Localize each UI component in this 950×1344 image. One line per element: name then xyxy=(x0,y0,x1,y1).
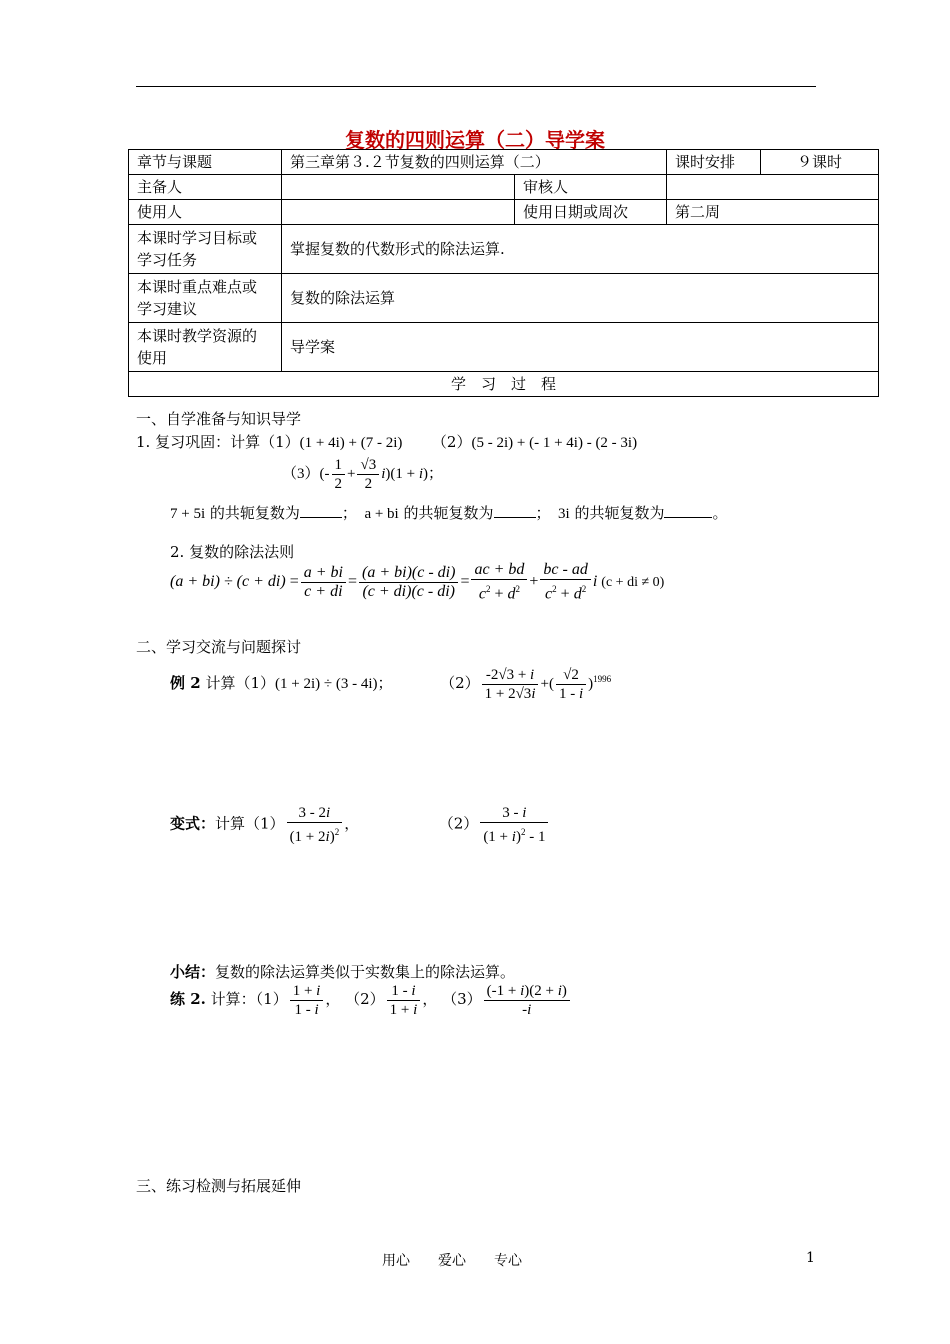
table-row xyxy=(129,372,879,397)
practice-2-line: 练 2. 计算：（1） $\frac{1 + i}{1 - i}$ ， （2） $\frac{1 - i}{1 + i}$ ， （3） $\frac{(-1 + i)(2 + i)}{-i}$ xyxy=(170,982,572,1019)
label-user: 使用人 xyxy=(129,200,282,225)
label-reviewer: 审核人 xyxy=(515,175,667,200)
answer-blank[interactable] xyxy=(494,503,536,518)
table-row xyxy=(129,175,879,200)
review-expr-2: (5 - 2i) + (- 1 + 4i) - (2 - 3i) xyxy=(471,435,638,451)
label-keypoints: 本课时重点难点或 学习建议 xyxy=(129,274,282,323)
summary-line: 小结：复数的除法运算类似于实数集上的除法运算。 xyxy=(170,963,516,981)
learning-process-header: 学 习 过 程 xyxy=(129,372,879,397)
value-keypoints: 复数的除法运算 xyxy=(282,274,879,323)
review-expr-1: (1 + 4i) + (7 - 2i) xyxy=(299,435,403,451)
answer-blank[interactable] xyxy=(300,503,342,518)
page-number: 1 xyxy=(806,1250,815,1266)
value-hours: ９课时 xyxy=(761,150,879,175)
division-rule-formula: (a + bi) ÷ (c + di) = $\frac{a + bi}{c + di}$ = $\frac{(a + bi)(c - di)}{(c + di)(c - di)}$ = $\frac{ac + bd}{c^2 + d^2}$ + $\frac{bc - ad}{c^2 + d^2}$ i (c + di ≠ 0) xyxy=(170,561,665,603)
header-rule xyxy=(136,86,816,87)
review-expr-3: （3）(- $\frac{1}{2}$ + $\frac{√3}{2}$ i)(1 + i)； xyxy=(282,457,444,492)
section-3-heading: 三、练习检测与拓展延伸 xyxy=(136,1177,302,1195)
conjugate-line: 7 + 5i 的共轭复数为 ； a + bi 的共轭复数为 ； 3i 的共轭复数为 。 xyxy=(170,504,728,522)
review-line: 1. 复习巩固：计算（1）(1 + 4i) + (7 - 2i) （2）(5 - 2i) + (- 1 + 4i) - (2 - 3i) xyxy=(136,433,638,451)
value-user xyxy=(282,200,515,225)
section-1-heading: 一、自学准备与知识导学 xyxy=(136,410,302,428)
lesson-info-table xyxy=(128,149,879,397)
label-date: 使用日期或周次 xyxy=(515,200,667,225)
table-row xyxy=(129,200,879,225)
footer-motto: 用心 爱心 专心 xyxy=(382,1253,522,1269)
table-row xyxy=(129,323,879,372)
label-chapter: 章节与课题 xyxy=(129,150,282,175)
variation-line: 变式：计算（1） $\frac{3 - 2i}{(1 + 2i)^2}$ ， （2） $\frac{3 - i}{(1 + i)^2 - 1}$ xyxy=(170,804,550,846)
example-2-line: 例 2 计算（1）(1 + 2i) ÷ (3 - 4i)； （2） $\frac{-2√3 + i}{1 + 2√3i}$ +( $\frac{√2}{1 - i}$ )$^{1996}$ xyxy=(170,667,612,702)
division-rule-label: 2. 复数的除法法则 xyxy=(170,543,295,561)
page-title: 复数的四则运算（二）导学案 xyxy=(345,128,605,152)
label-resources: 本课时教学资源的 使用 xyxy=(129,323,282,372)
label-author: 主备人 xyxy=(129,175,282,200)
answer-blank[interactable] xyxy=(664,503,712,518)
label-goal: 本课时学习目标或 学习任务 xyxy=(129,225,282,274)
value-author xyxy=(282,175,515,200)
table-row xyxy=(129,150,879,175)
value-reviewer xyxy=(667,175,879,200)
value-date: 第二周 xyxy=(667,200,879,225)
table-row xyxy=(129,225,879,274)
value-goal: 掌握复数的代数形式的除法运算. xyxy=(282,225,879,274)
value-chapter: 第三章第３.２节复数的四则运算（二） xyxy=(282,150,667,175)
section-2-heading: 二、学习交流与问题探讨 xyxy=(136,638,302,656)
label-hours: 课时安排 xyxy=(667,150,761,175)
value-resources: 导学案 xyxy=(282,323,879,372)
table-row xyxy=(129,274,879,323)
